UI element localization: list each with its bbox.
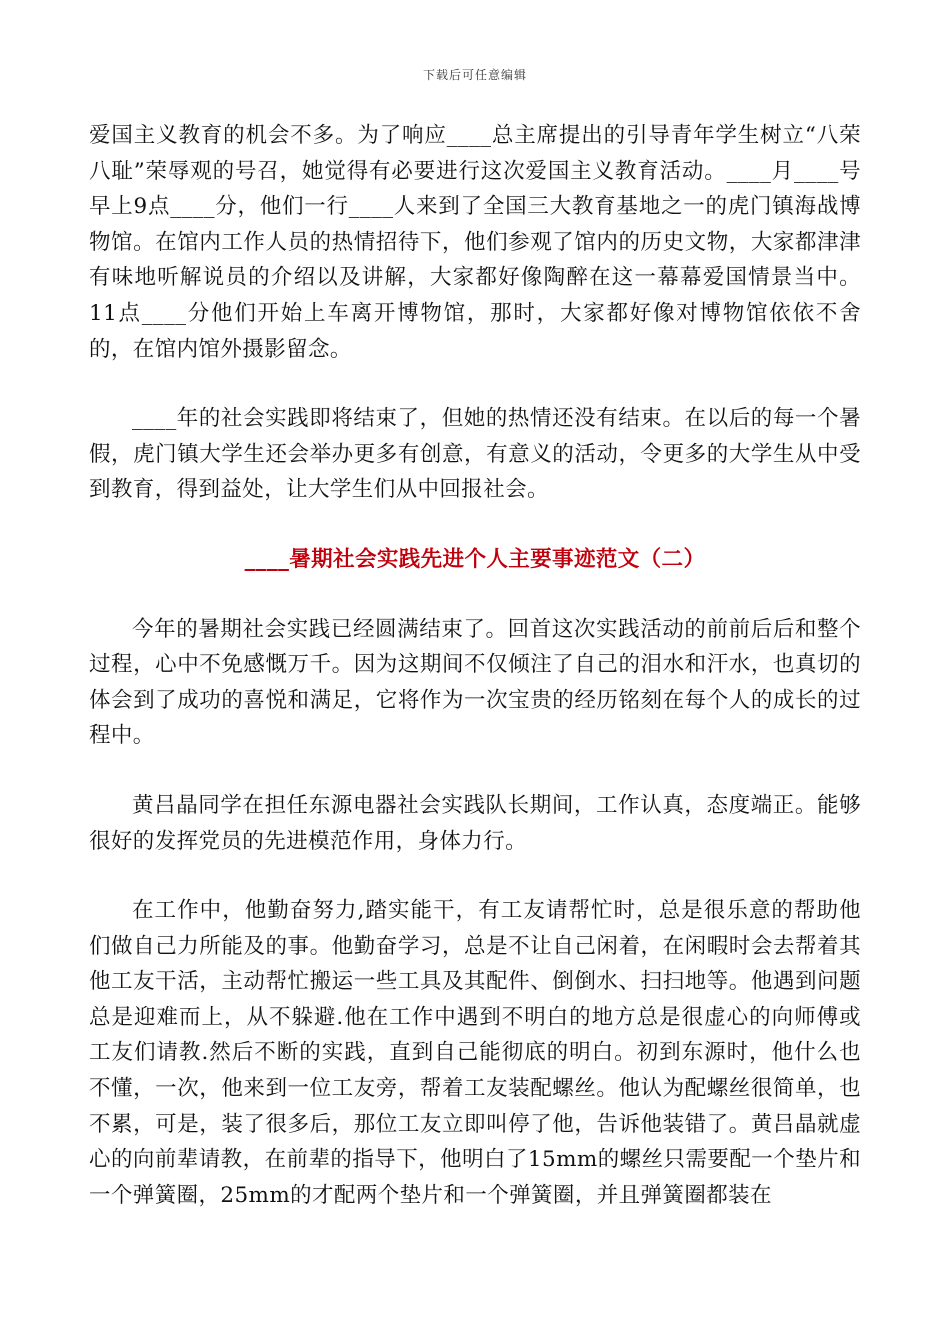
paragraph: 在工作中，他勤奋努力,踏实能干，有工友请帮忙时，总是很乐意的帮助他们做自己力所能及的事。他勤奋学习，总是不让自己闲着，在闲暇时会去帮着其他工友干活，主动帮忙搬运一些工具及其配件、倒倒水、扫扫地等。他遇到问题总是迎难而上，从不躲避.他在工作中遇到不明白的地方总是很虚心的向师傅或工友们请教.然后不断的实践，直到自己能彻底的明白。初到东源时，他什么也不懂，一次，他来到一位工友旁，帮着工友装配螺丝。他认为配螺丝很简单，也不累，可是，装了很多后，那位工友立即叫停了他，告诉他装错了。黄吕晶就虚心的向前辈请教，在前辈的指导下，他明白了15mm的螺丝只需要配一个垫片和一个弹簧圈，25mm的才配两个垫片和一个弹簧圈，并且弹簧圈都装在 bbox=[89, 898, 861, 1208]
paragraph: 黄吕晶同学在担任东源电器社会实践队长期间，工作认真，态度端正。能够很好的发挥党员的先进模范作用，身体力行。 bbox=[89, 792, 861, 854]
paragraph-continued: 爱国主义教育的机会不多。为了响应____总主席提出的引导青年学生树立“八荣八耻”荣辱观的号召，她觉得有必要进行这次爱国主义教育活动。____月____号早上9点____分，他们一行____人来到了全国三大教育基地之一的虎门镇海战博物馆。在馆内工作人员的热情招待下，他们参观了馆内的历史文物，大家都津津有味地听解说员的介绍以及讲解，大家都好像陶醉在这一幕幕爱国情景当中。11点____分他们开始上车离开博物馆，那时，大家都好像对博物馆依依不舍的，在馆内馆外摄影留念。 bbox=[89, 123, 861, 362]
paragraph: 今年的暑期社会实践已经圆满结束了。回首这次实践活动的前前后后和整个过程，心中不免感慨万千。因为这期间不仅倾注了自己的泪水和汗水，也真切的体会到了成功的喜悦和满足，它将作为一次宝贵的经历铭刻在每个人的成长的过程中。 bbox=[89, 616, 861, 749]
document-body bbox=[89, 118, 861, 1213]
header-note: 下载后可任意编辑 bbox=[422, 68, 527, 82]
paragraph: ____年的社会实践即将结束了，但她的热情还没有结束。在以后的每一个暑假，虎门镇大学生还会举办更多有创意，有意义的活动，令更多的大学生从中受到教育，得到益处，让大学生们从中回报社会。 bbox=[89, 406, 861, 503]
section-heading: ____暑期社会实践先进个人主要事迹范文（二） bbox=[244, 546, 706, 572]
